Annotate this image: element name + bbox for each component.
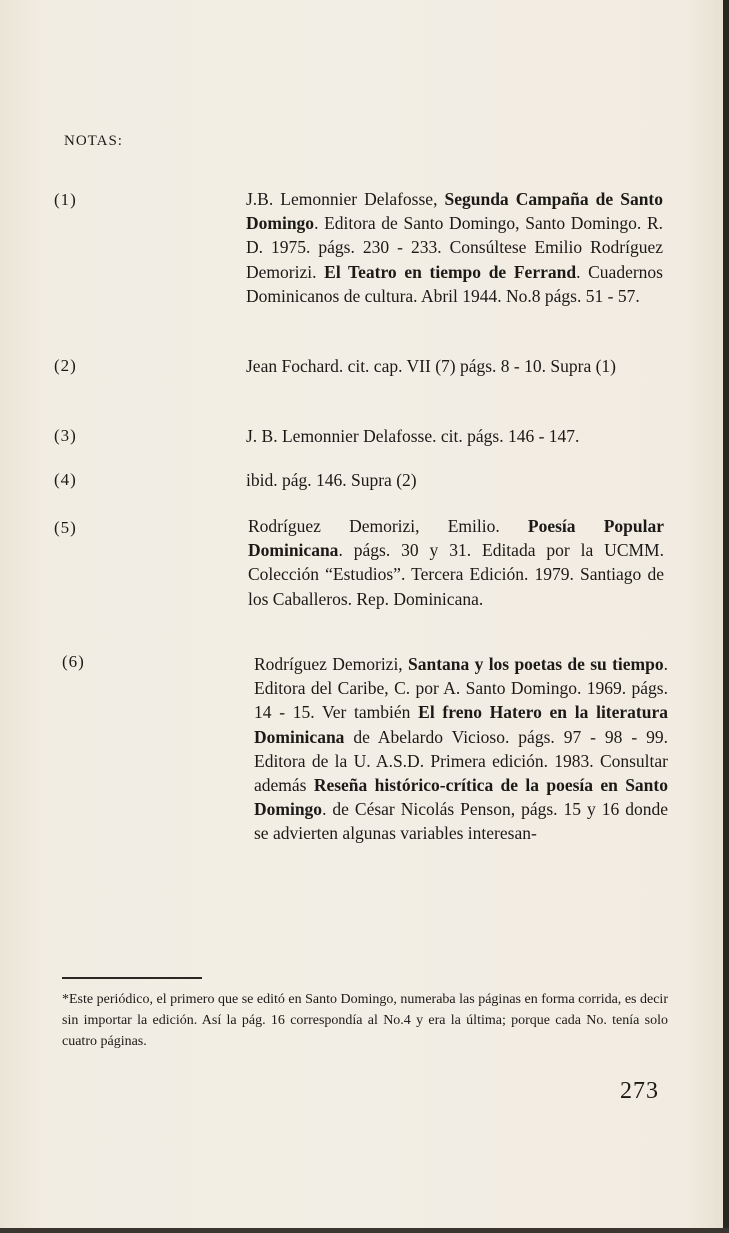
- note-1-title-2: El Teatro en tiempo de Ferrand: [324, 261, 577, 282]
- note-text-6: [254, 652, 668, 846]
- note-6-title-2: El freno Hatero en la literatura Dominicana: [254, 702, 668, 747]
- note-1-tail: . Cuadernos Dominicanos de cultura. Abril 1944. No.8 págs. 51 - 57.: [246, 261, 663, 306]
- note-6-title: Santana y los poetas de su tiempo: [408, 654, 664, 674]
- note-text-1: [246, 187, 663, 308]
- note-text-4: [246, 468, 664, 492]
- footnote-divider: [62, 977, 202, 979]
- note-4-body: ibid. pág. 146. Supra (2): [246, 470, 417, 490]
- note-5-title: Poesía Popular Dominicana: [248, 516, 664, 561]
- note-text-3: [246, 424, 664, 448]
- note-text-2: [246, 354, 664, 378]
- note-text-5: [248, 514, 664, 611]
- note-3-body: J. B. Lemonnier Delafosse. cit. págs. 146 - 147.: [246, 426, 580, 446]
- note-number-1: (1): [54, 190, 77, 209]
- note-number-2: (2): [54, 356, 77, 375]
- page-edge-shadow: [723, 0, 729, 1233]
- note-5-tail: . págs. 30 y 31. Editada por la UCMM. Colección “Estudios”. Tercera Edición. 1979. Santiago de los Caballeros. Rep. Dominicana.: [248, 540, 664, 609]
- note-6-publisher: . Editora del Caribe, C. por A. Santo Domingo. 1969. págs. 14 - 15. Ver también: [254, 654, 668, 723]
- note-1-publisher: . Editora de Santo Domingo, Santo Domingo. R. D. 1975. págs. 230 - 233. Consúltese Emilio Rodríguez Demorizi.: [246, 213, 663, 282]
- note-number-3: (3): [54, 426, 77, 445]
- note-1-author: J.B. Lemonnier Delafosse,: [246, 189, 445, 209]
- note-6-author: Rodríguez Demorizi,: [254, 654, 409, 674]
- note-2-body: Jean Fochard. cit. cap. VII (7) págs. 8 - 10. Supra (1): [246, 356, 616, 376]
- footnote: *Este periódico, el primero que se editó en Santo Domingo, numeraba las páginas en forma corrida, es decir sin importar la edición. Así la pág. 16 correspondía al No.4 y era la última; porque cada No. tenía solo cuatro páginas.: [62, 992, 668, 1049]
- note-number-4: (4): [54, 470, 77, 489]
- note-6-title-3: Reseña histórico-crítica de la poesía en Santo Domingo: [254, 775, 668, 820]
- page-number: 273: [620, 1078, 659, 1104]
- page-bottom-edge: [0, 1228, 729, 1233]
- note-number-5: (5): [54, 518, 77, 537]
- notes-heading: NOTAS:: [64, 133, 123, 149]
- note-5-author: Rodríguez Demorizi, Emilio.: [248, 516, 528, 536]
- note-1-title: Segunda Campaña de Santo Domingo: [246, 189, 663, 234]
- note-number-6: (6): [62, 652, 85, 671]
- note-6-mid: de Abelardo Vicioso. págs. 97 - 98 - 99. Editora de la U. A.S.D. Primera edición. 1983. Consultar además: [254, 726, 668, 796]
- note-6-tail: . de César Nicolás Penson, págs. 15 y 16 donde se advierten algunas variables interesan-: [254, 799, 668, 844]
